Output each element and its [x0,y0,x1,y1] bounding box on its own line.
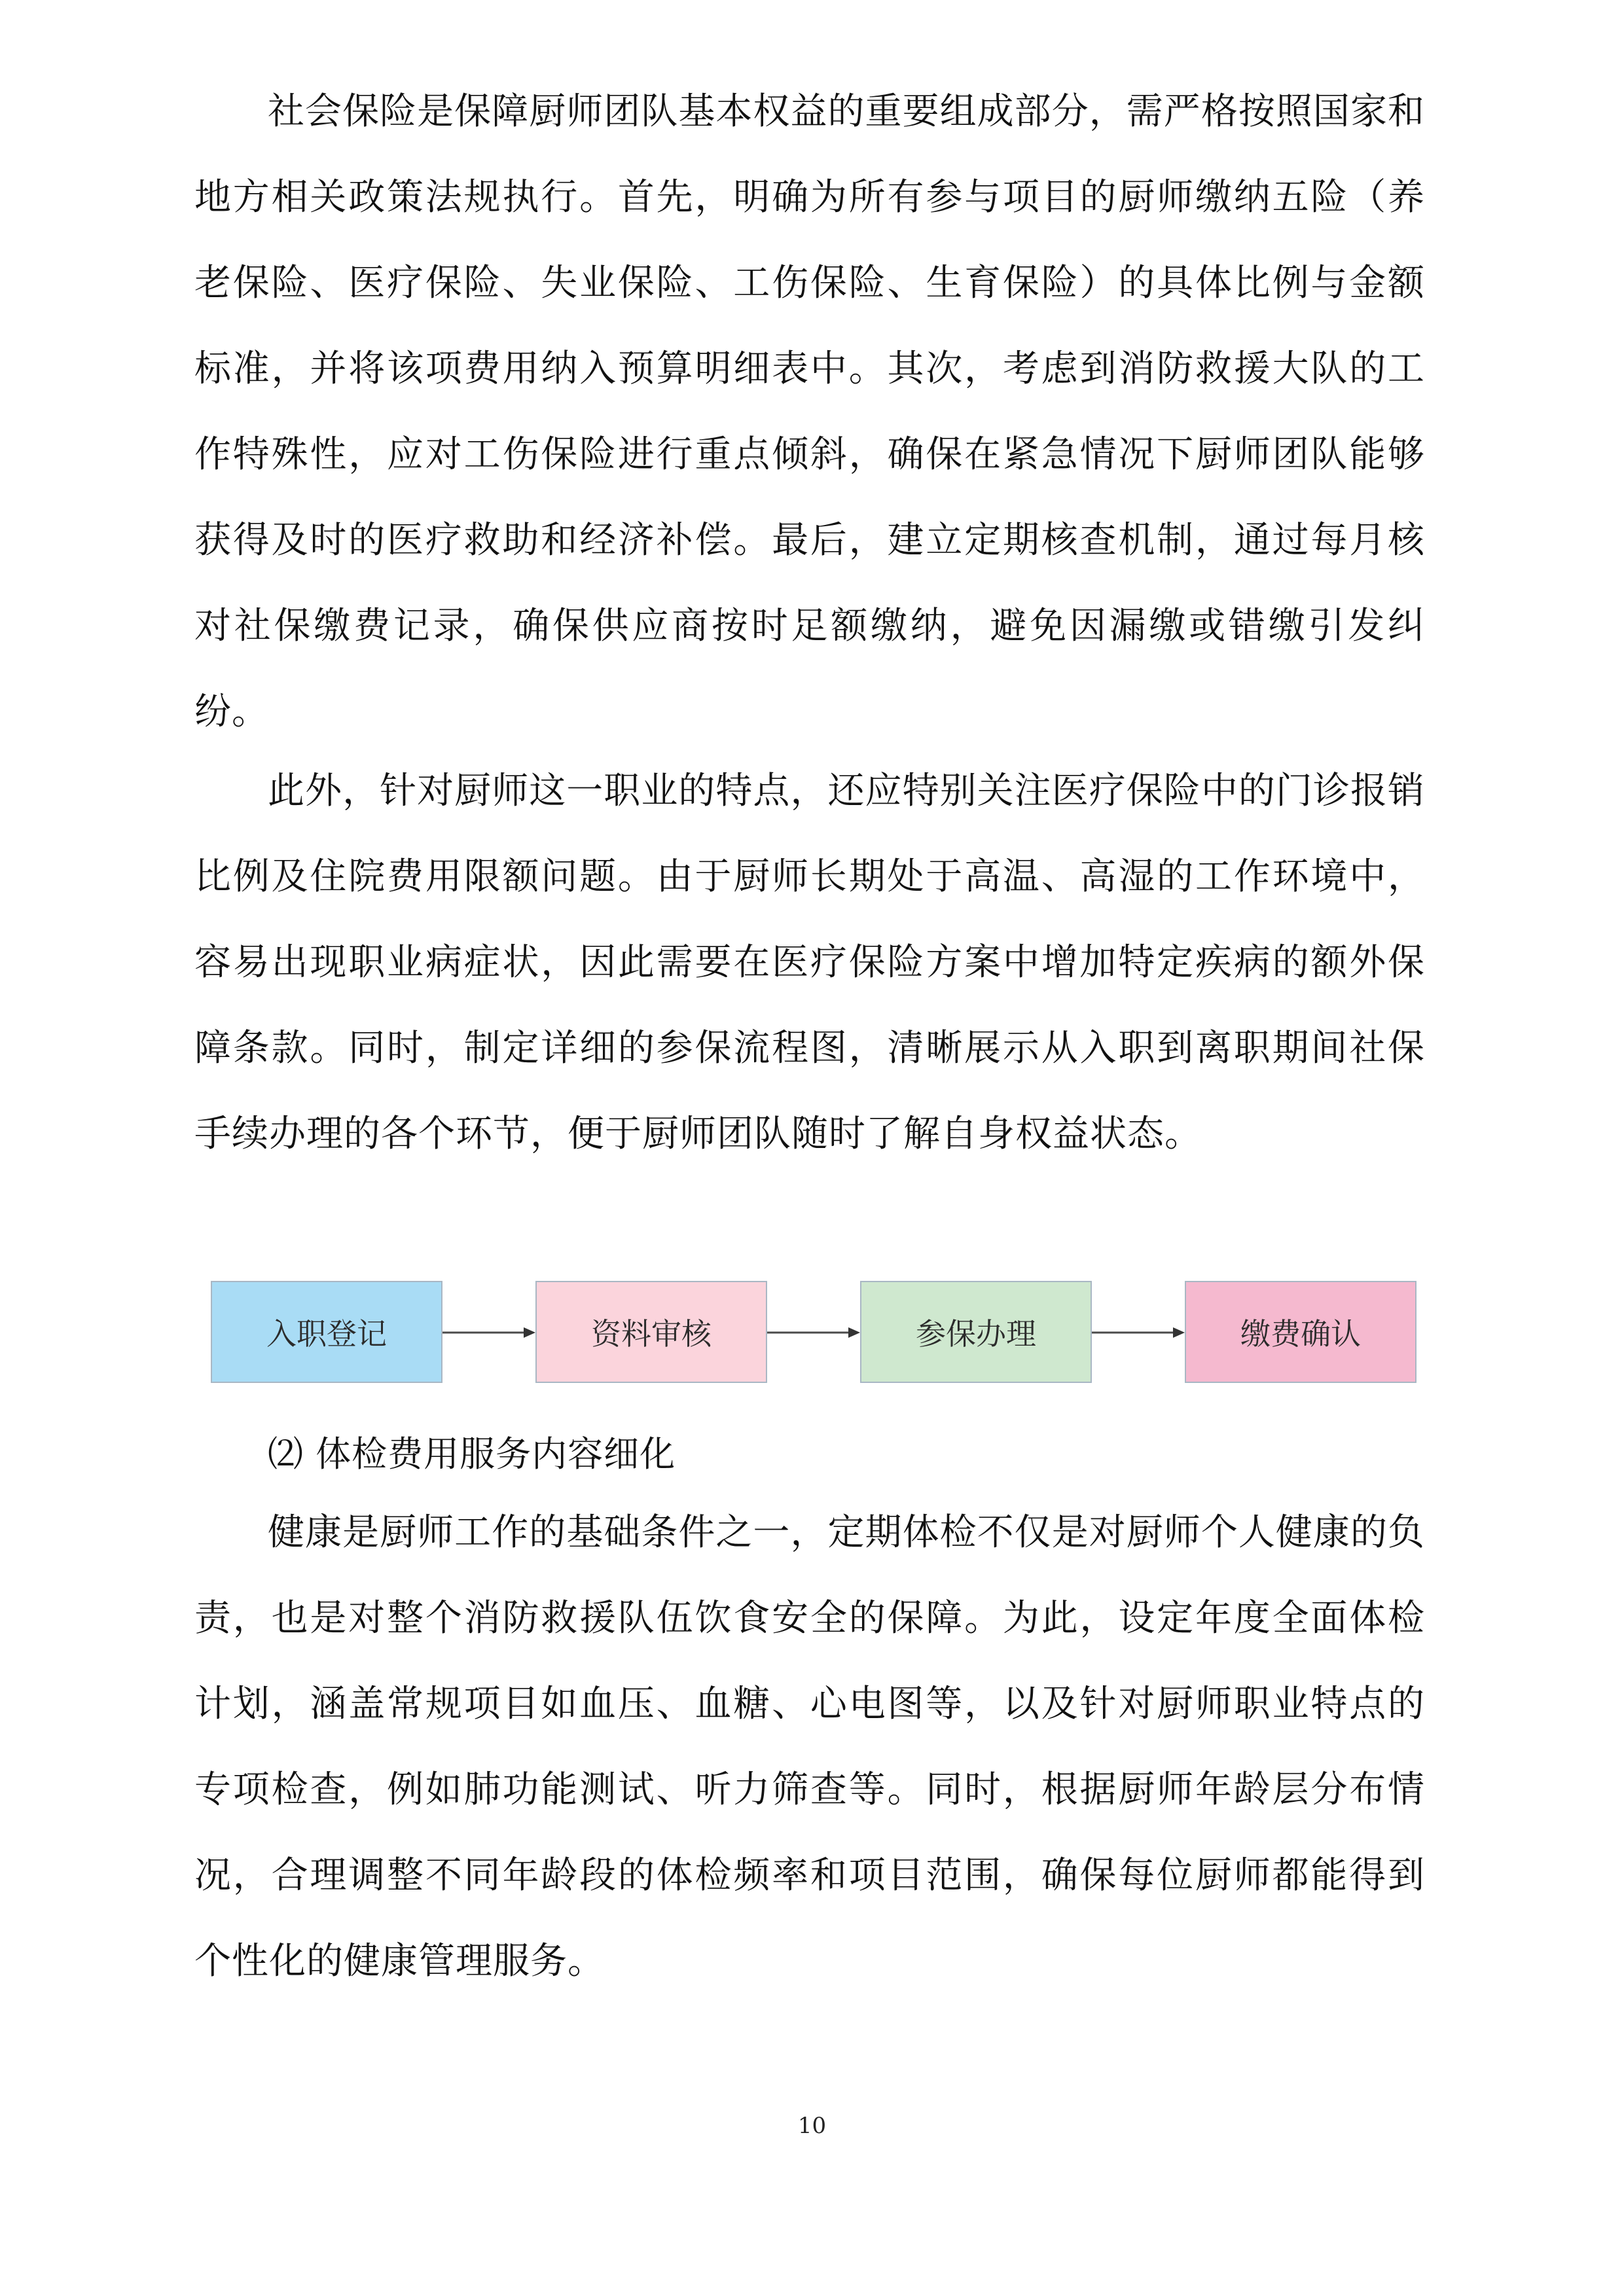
flow-step-payment-confirmation: 缴费确认 [1185,1281,1416,1383]
paragraph-medical-insurance: 此外，针对厨师这一职业的特点，还应特别关注医疗保险中的门诊报销比例及住院费用限额问题。由于厨师长期处于高温、高湿的工作环境中，容易出现职业病症状，因此需要在医疗保险方案中增加特定疾病的额外保障条款。同时，制定详细的参保流程图，清晰展示从入职到离职期间社保手续办理的各个环节，便于厨师团队随时了解自身权益状态。 [194,770,1425,1155]
section-heading: ⑵ 体检费用服务内容细化 [268,1433,676,1475]
page-number: 10 [797,2113,827,2139]
flow-step-onboarding: 入职登记 [211,1281,442,1383]
arrow-right-icon [767,1325,860,1340]
insurance-flowchart [211,1281,1419,1386]
flow-step-enrollment: 参保办理 [860,1281,1092,1383]
arrow-right-icon [442,1325,535,1340]
paragraph-social-insurance: 社会保险是保障厨师团队基本权益的重要组成部分，需严格按照国家和地方相关政策法规执行。首先，明确为所有参与项目的厨师缴纳五险（养老保险、医疗保险、失业保险、工伤保险、生育保险）的具体比例与金额标准，并将该项费用纳入预算明细表中。其次，考虑到消防救援大队的工作特殊性，应对工伤保险进行重点倾斜，确保在紧急情况下厨师团队能够获得及时的医疗救助和经济补偿。最后，建立定期核查机制，通过每月核对社保缴费记录，确保供应商按时足额缴纳，避免因漏缴或错缴引发纠纷。 [194,90,1425,733]
arrow-right-icon [1092,1325,1185,1340]
flow-step-document-review: 资料审核 [535,1281,767,1383]
paragraph-health-check: 健康是厨师工作的基础条件之一，定期体检不仅是对厨师个人健康的负责，也是对整个消防救援队伍饮食安全的保障。为此，设定年度全面体检计划，涵盖常规项目如血压、血糖、心电图等，以及针对厨师职业特点的专项检查，例如肺功能测试、听力筛查等。同时，根据厨师年龄层分布情况，合理调整不同年龄段的体检频率和项目范围，确保每位厨师都能得到个性化的健康管理服务。 [194,1511,1425,1982]
